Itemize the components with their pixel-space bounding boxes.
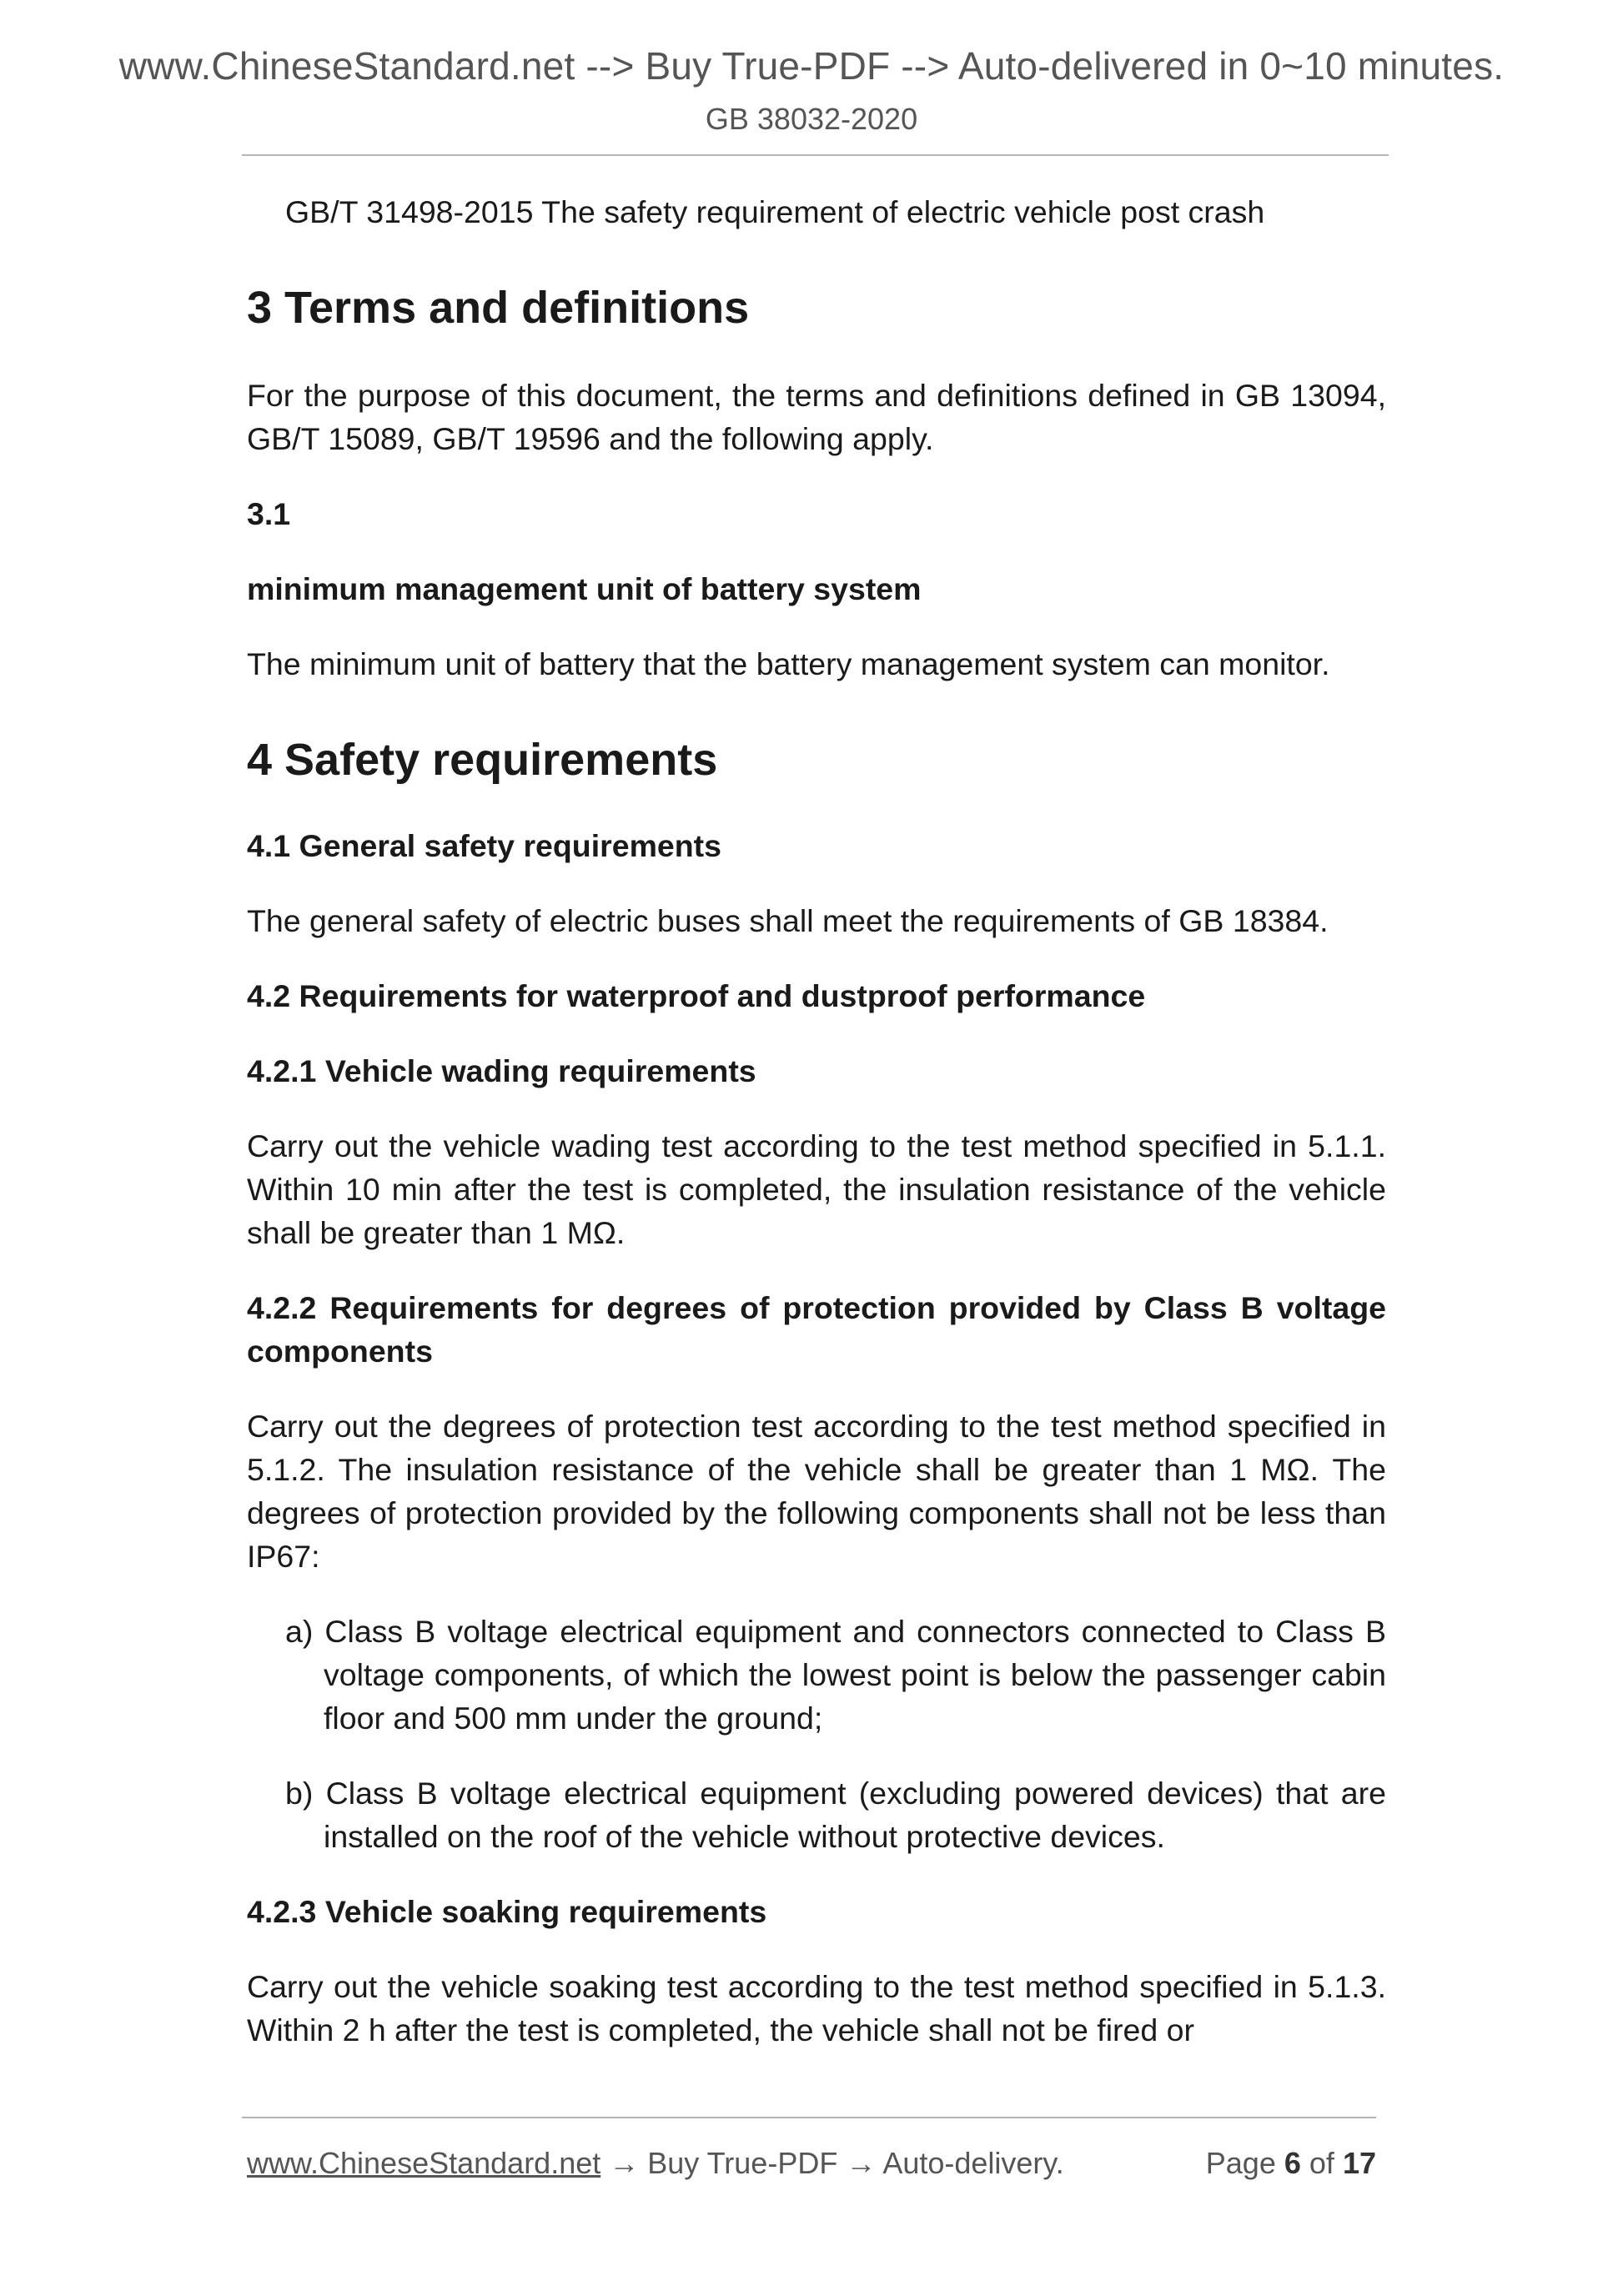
section-3-intro: For the purpose of this document, the terms and definitions defined in GB 13094, GB/T 15089, GB/T 19596 and the following apply. bbox=[247, 378, 1386, 456]
document-body bbox=[247, 190, 1386, 2052]
header-banner: www.ChineseStandard.net --> Buy True-PDF --> Auto-delivered in 0~10 minutes. bbox=[118, 44, 1505, 88]
footer-promo-text: → Buy True-PDF → Auto-delivery. bbox=[600, 2146, 1064, 2180]
section-4-2-3-text: Carry out the vehicle soaking test according to the test method specified in 5.1.3. Within 2 h after the test is completed, the vehicle shall not be fired or bbox=[247, 1969, 1386, 2047]
section-4-1-heading: 4.1 General safety requirements bbox=[247, 828, 722, 863]
normative-reference-line: GB/T 31498-2015 The safety requirement of electric vehicle post crash bbox=[285, 194, 1265, 229]
section-4-2-2-heading: 4.2.2 Requirements for degrees of protection provided by Class B voltage components bbox=[247, 1290, 1386, 1369]
footer-promo bbox=[247, 2146, 1064, 2181]
page-of-label: of bbox=[1309, 2146, 1334, 2180]
section-4-2-1-heading: 4.2.1 Vehicle wading requirements bbox=[247, 1053, 756, 1088]
section-4-2-1-text: Carry out the vehicle wading test according to the test method specified in 5.1.1. Within 10 min after the test is completed, the insulation resistance of the vehicle shall be greater than 1 MΩ. bbox=[247, 1128, 1386, 1250]
term-name: minimum management unit of battery system bbox=[247, 571, 922, 606]
list-item: b) Class B voltage electrical equipment (excluding powered devices) that are installed on the roof of the vehicle without protective devices. bbox=[285, 1776, 1386, 1854]
footer-website-link[interactable]: www.ChineseStandard.net bbox=[247, 2146, 601, 2180]
term-definition: The minimum unit of battery that the battery management system can monitor. bbox=[247, 646, 1330, 681]
section-4-2-heading: 4.2 Requirements for waterproof and dustproof performance bbox=[247, 978, 1146, 1013]
section-4-1-text: The general safety of electric buses shall meet the requirements of GB 18384. bbox=[247, 903, 1329, 938]
page-total: 17 bbox=[1342, 2146, 1376, 2180]
page-current: 6 bbox=[1284, 2146, 1301, 2180]
term-number: 3.1 bbox=[247, 496, 291, 531]
header-divider bbox=[242, 154, 1389, 156]
section-4-2-3-heading: 4.2.3 Vehicle soaking requirements bbox=[247, 1894, 767, 1929]
list-item: a) Class B voltage electrical equipment and connectors connected to Class B voltage components, of which the lowest point is below the passenger cabin floor and 500 mm under the ground; bbox=[285, 1614, 1386, 1736]
page-footer bbox=[247, 2146, 1376, 2181]
section-4-2-2-text: Carry out the degrees of protection test according to the test method specified in 5.1.2. The insulation resistance of the vehicle shall be greater than 1 MΩ. The degrees of protection provided by the following components shall not be less than IP67: bbox=[247, 1409, 1386, 1574]
section-3-heading: 3 Terms and definitions bbox=[247, 283, 750, 333]
section-4-heading: 4 Safety requirements bbox=[247, 735, 718, 785]
standard-code: GB 38032-2020 bbox=[705, 102, 918, 136]
footer-divider bbox=[242, 2117, 1376, 2118]
page-label: Page bbox=[1205, 2146, 1276, 2180]
page-indicator bbox=[1206, 2146, 1376, 2181]
